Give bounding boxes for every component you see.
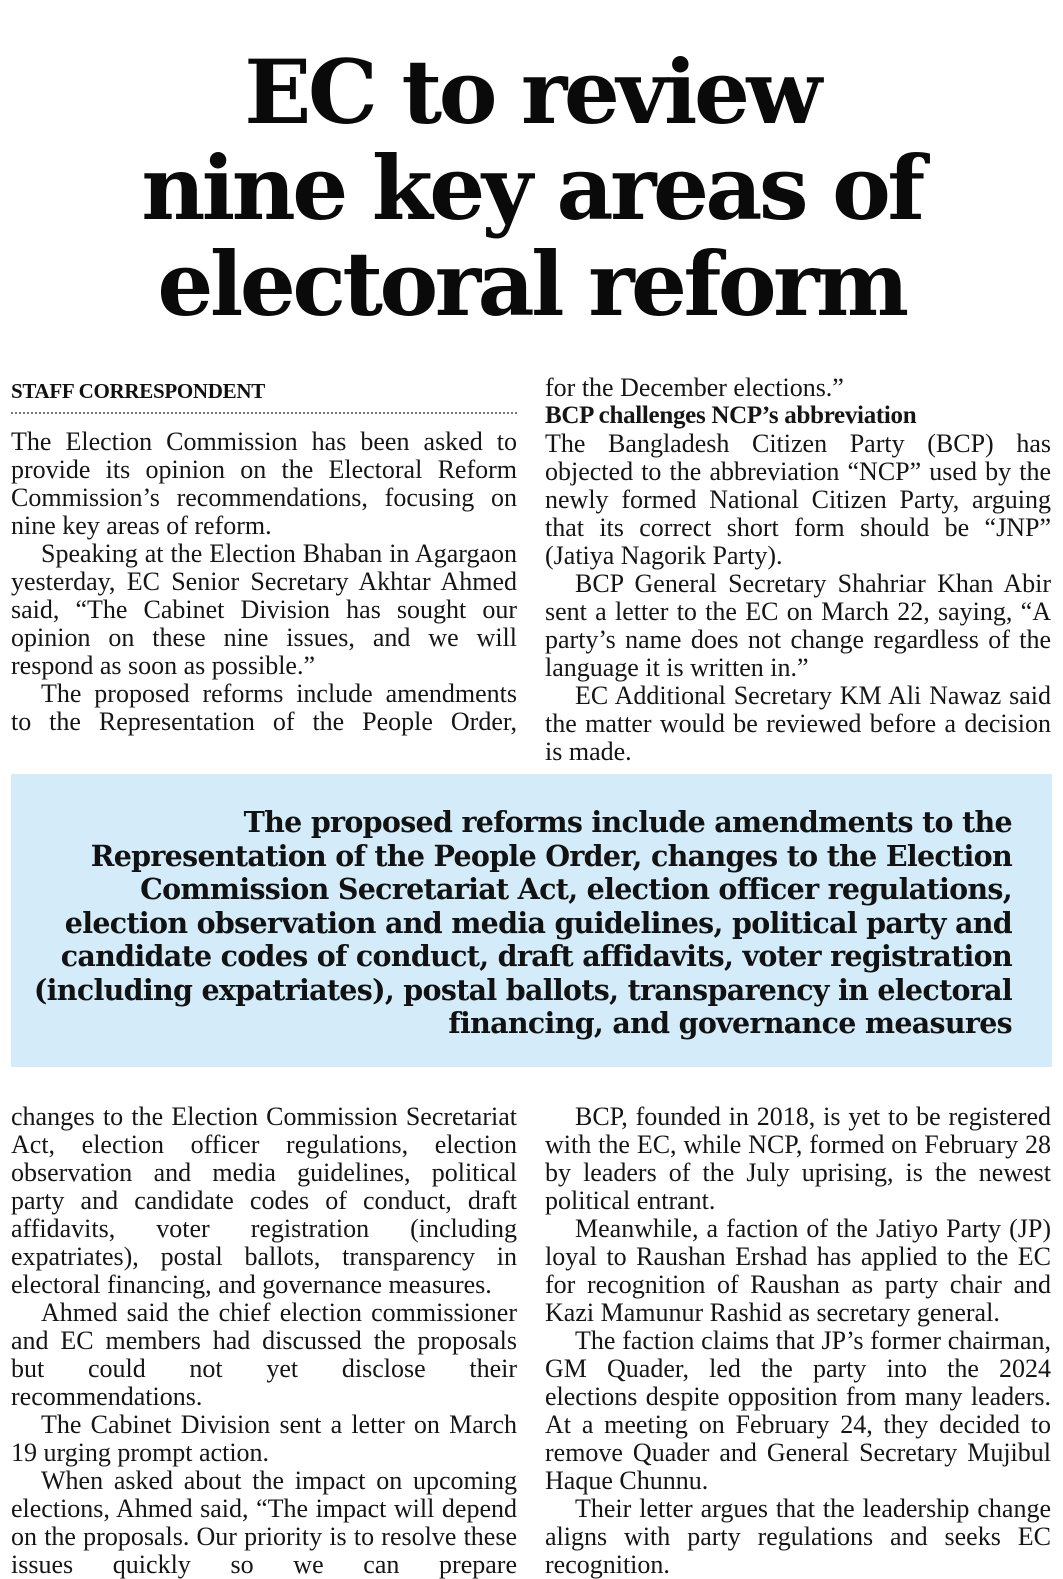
paragraph: Their letter argues that the leadership change aligns with party regulations and seeks EC recognition. [545, 1494, 1051, 1579]
paragraph: The Election Commission has been asked to provide its opinion on the Electoral Reform Commission’s recommendations, focusing on nine key areas of reform. [11, 427, 517, 540]
paragraph: for the December elections.” [545, 373, 844, 402]
byline: STAFF CORRESPONDENT [11, 378, 517, 414]
article-column-top-left [11, 428, 517, 736]
subheading: BCP challenges NCP’s abbreviation [545, 402, 917, 429]
pullquote-box [11, 774, 1052, 1067]
paragraph: The Cabinet Division sent a letter on March 19 urging prompt action. [11, 1410, 517, 1467]
paragraph: changes to the Election Commission Secretariat Act, election officer regulations, election observation and media guidelines, political party and candidate codes of conduct, draft affidavits, voter registration (including expatriates), postal ballots, transparency in electoral financing, and governance measures. [11, 1102, 517, 1299]
article-column-bottom-left [11, 1103, 517, 1579]
paragraph: The proposed reforms include amendments to the Representation of the People Order, [11, 679, 517, 736]
paragraph: Meanwhile, a faction of the Jatiyo Party (JP) loyal to Raushan Ershad has applied to the EC for recognition of Raushan as party chair and Kazi Mamunur Rashid as secretary general. [545, 1214, 1051, 1327]
article-column-bottom-right [545, 1103, 1051, 1579]
paragraph: The faction claims that JP’s former chairman, GM Quader, led the party into the 2024 elections despite opposition from many leaders. At a meeting on February 24, they decided to remove Quader and General Secretary Mujibul Haque Chunnu. [545, 1326, 1051, 1495]
paragraph: Speaking at the Election Bhaban in Agargaon yesterday, EC Senior Secretary Akhtar Ahmed said, “The Cabinet Division has sought our opinion on these nine issues, and we will respond as soon as possible.” [11, 539, 517, 680]
headline-line-2: nine key areas of [141, 136, 922, 240]
paragraph: BCP, founded in 2018, is yet to be registered with the EC, while NCP, formed on February 28 by leaders of the July uprising, is the newest political entrant. [545, 1102, 1051, 1215]
article-column-top-right [545, 374, 1051, 766]
paragraph: BCP General Secretary Shahriar Khan Abir sent a letter to the EC on March 22, saying, “A party’s name does not change regardless of the language it is written in.” [545, 569, 1051, 682]
headline [0, 40, 1063, 336]
headline-line-3: electoral reform [157, 232, 906, 336]
headline-line-1: EC to review [244, 40, 819, 144]
paragraph: When asked about the impact on upcoming elections, Ahmed said, “The impact will depend on the proposals. Our priority is to resolve these issues quickly so we can prepare [11, 1466, 517, 1579]
paragraph: EC Additional Secretary KM Ali Nawaz said the matter would be reviewed before a decision is made. [545, 681, 1051, 766]
paragraph: Ahmed said the chief election commissioner and EC members had discussed the proposals but could not yet disclose their recommendations. [11, 1298, 517, 1411]
pullquote-text: The proposed reforms include amendments to the Representation of the People Order, changes to the Election Commission Secretariat Act, election officer regulations, election observation and media guidelines, political party and candidate codes of conduct, draft affidavits, voter registration (including expatriates), postal ballots, transparency in electoral financing, and governance measures [33, 805, 1012, 1040]
paragraph: The Bangladesh Citizen Party (BCP) has objected to the abbreviation “NCP” used by the newly formed National Citizen Party, arguing that its correct short form should be “JNP” (Jatiya Nagorik Party). [545, 429, 1051, 570]
